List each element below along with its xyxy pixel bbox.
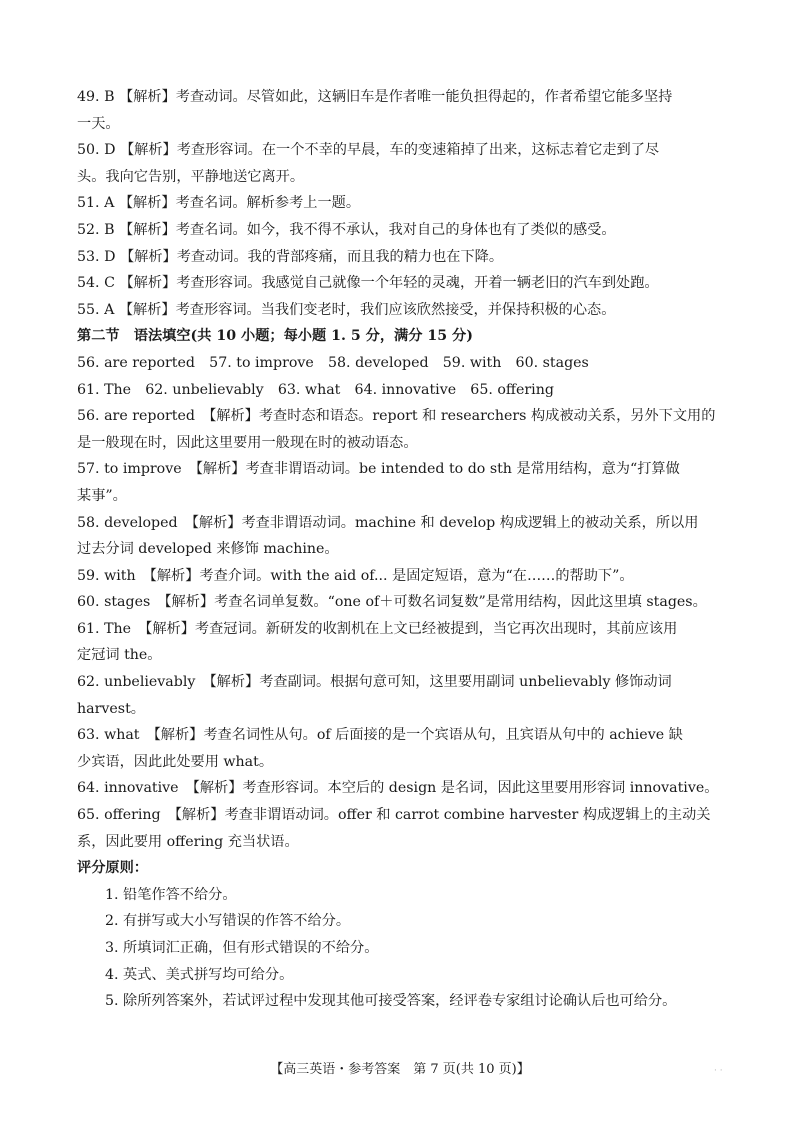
explanation-item (77, 190, 737, 217)
explanation-item (77, 297, 737, 324)
explanation-item (77, 775, 737, 802)
explanation-continuation: 是一般现在时，因此这里要用一般现在时的被动语态。 (77, 434, 418, 451)
explanation-line: 64. innovative 【解析】考查形容词。本空后的 design 是名词，因此这里要用形容词 innovative。 (77, 780, 719, 797)
explanation-item (77, 722, 737, 775)
scoring-rule: 2. 有拼写或大小写错误的作答不给分。 (105, 913, 351, 930)
explanation-line: 49. B 【解析】考查动词。尽管如此，这辆旧车是作者唯一能负担得起的，作者希望它能多坚持 (77, 89, 673, 105)
explanation-continuation: 过去分词 developed 来修饰 machine。 (77, 541, 339, 558)
explanation-item (77, 616, 737, 669)
scoring-principles-title: 评分原则： (77, 860, 148, 877)
explanation-item (77, 802, 737, 855)
scoring-rule: 1. 铅笔作答不给分。 (105, 886, 237, 903)
footer-mark: · · (714, 1066, 723, 1076)
explanation-continuation: 系，因此要用 offering 充当状语。 (77, 833, 299, 850)
explanation-line: 59. with 【解析】考查介词。with the aid of... 是固定短语，意为“在……的帮助下”。 (77, 567, 634, 584)
explanation-line: 65. offering 【解析】考查非谓语动词。offer 和 carrot combine harvester 构成逻辑上的主动关 (77, 807, 711, 824)
explanation-continuation: 头。我向它告别，平静地送它离开。 (77, 168, 305, 185)
explanation-line: 62. unbelievably 【解析】考查副词。根据句意可知，这里要用副词 unbelievably 修饰动词 (77, 674, 672, 691)
explanation-line: 58. developed 【解析】考查非谓语动词。machine 和 develop 构成逻辑上的被动关系，所以用 (77, 514, 699, 531)
explanation-line: 56. are reported 【解析】考查时态和语态。report 和 researchers 构成被动关系，另外下文用的 (77, 408, 716, 425)
explanation-line: 63. what 【解析】考查名词性从句。of 后面接的是一个宾语从句，且宾语从句中的 achieve 缺 (77, 727, 683, 744)
section-heading: 第二节 语法填空(共 10 小题；每小题 1. 5 分，满分 15 分) (77, 328, 473, 345)
vocabulary-explanations (77, 84, 737, 323)
explanation-item (77, 244, 737, 271)
explanation-continuation: harvest。 (77, 700, 145, 717)
explanation-item (77, 270, 737, 297)
explanation-continuation: 某事”。 (77, 487, 127, 504)
explanation-line: 51. A 【解析】考查名词。解析参考上一题。 (77, 195, 361, 212)
explanation-item (77, 456, 737, 509)
explanation-item (77, 563, 737, 590)
explanation-line: 60. stages 【解析】考查名词单复数。“one of＋可数名词复数”是常用结构，因此这里填 stages。 (77, 594, 707, 611)
explanation-item (77, 589, 737, 616)
page-content (77, 84, 737, 1015)
page-footer: 【高三英语・参考答案 第 7 页(共 10 页)】 (270, 1062, 530, 1077)
explanation-continuation: 定冠词 the。 (77, 647, 162, 664)
explanation-continuation: 一天。 (77, 115, 120, 132)
scoring-rule: 4. 英式、美式拼写均可给分。 (105, 966, 294, 983)
explanation-item (77, 669, 737, 722)
explanation-item (77, 217, 737, 244)
explanation-item (77, 403, 737, 456)
explanation-line: 52. B 【解析】考查名词。如今，我不得不承认，我对自己的身体也有了类似的感受。 (77, 221, 616, 238)
explanation-line: 55. A 【解析】考查形容词。当我们变老时，我们应该欣然接受，并保持积极的心态。 (77, 301, 616, 318)
explanation-line: 50. D 【解析】考查形容词。在一个不幸的早晨，车的变速箱掉了出来，这标志着它走到了尽 (77, 142, 660, 159)
explanation-item (77, 84, 737, 137)
explanation-item (77, 137, 737, 190)
answers-row-2: 61. The 62. unbelievably 63. what 64. innovative 65. offering (77, 381, 554, 398)
explanation-line: 61. The 【解析】考查冠词。新研发的收割机在上文已经被提到，当它再次出现时，其前应该用 (77, 620, 678, 637)
explanation-continuation: 少宾语，因此此处要用 what。 (77, 753, 274, 770)
explanation-line: 54. C 【解析】考查形容词。我感觉自己就像一个年轻的灵魂，开着一辆老旧的汽车到处跑。 (77, 275, 659, 292)
scoring-rule: 3. 所填词汇正确，但有形式错误的不给分。 (105, 940, 379, 956)
grammar-explanations (77, 403, 737, 855)
explanation-line: 53. D 【解析】考查动词。我的背部疼痛，而且我的精力也在下降。 (77, 248, 504, 265)
explanation-item (77, 510, 737, 563)
answers-row-1: 56. are reported 57. to improve 58. developed 59. with 60. stages (77, 354, 589, 371)
explanation-line: 57. to improve 【解析】考查非谓语动词。be intended to do sth 是常用结构，意为“打算做 (77, 461, 680, 478)
scoring-rule: 5. 除所列答案外，若试评过程中发现其他可接受答案，经评卷专家组讨论确认后也可给分。 (105, 993, 677, 1010)
